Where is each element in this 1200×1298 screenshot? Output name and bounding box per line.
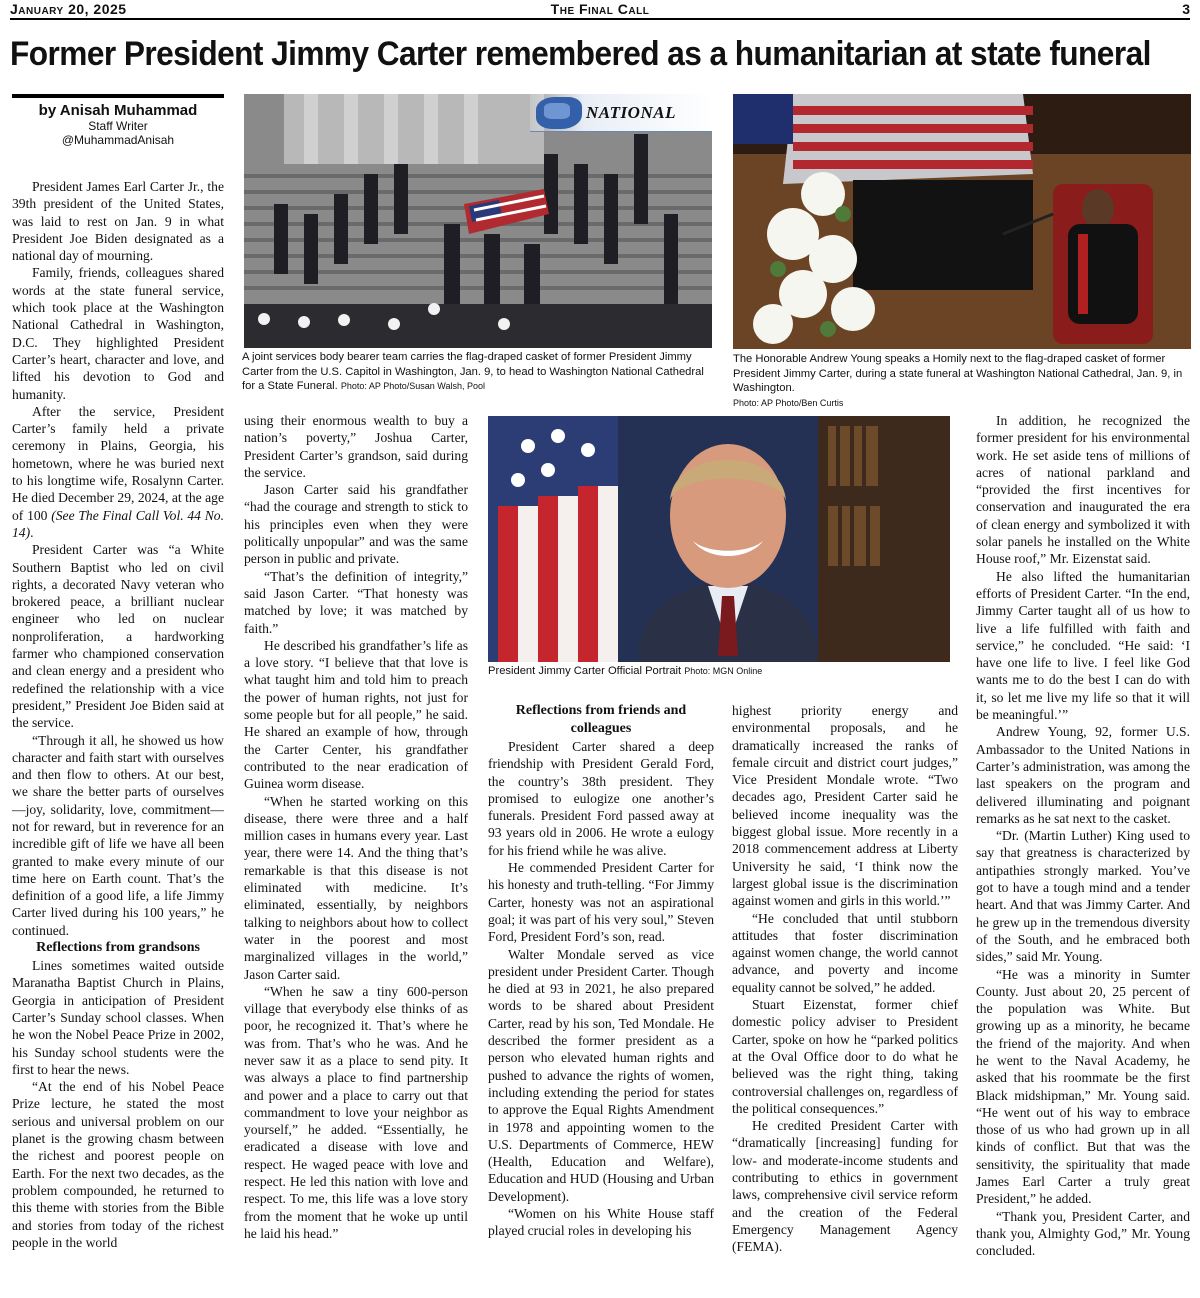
- paragraph: He also lifted the humanitarian efforts of President Carter. “In the end, Jimmy Carter taught all of us how to live a life fulfilled with faith and service,” he concluded. “He said: ‘I have one life to live. I feel like God wants me to do the best I can do with it, so let me live my life so that it will be meaningful.’”: [976, 568, 1190, 723]
- byline-role: Staff Writer: [88, 119, 148, 133]
- photo-credit: Photo: AP Photo/Ben Curtis: [733, 397, 844, 408]
- byline: [12, 94, 224, 147]
- paragraph: “He concluded that until stubborn attitudes that foster discrimination against women change, the world cannot advance, and poverty and income equality cannot be solved,” he added.: [732, 910, 958, 995]
- article-column-5: [976, 412, 1190, 1296]
- photo-official-portrait: [488, 416, 950, 662]
- paragraph: In addition, he recognized the former president for his environmental work. He set aside tens of millions of acres of national parkland and “provided the first incentives for conservation and inaugurated the era of clean energy and symbolized it with solar panels he installed on the White House roof,” Mr. Eizenstat said.: [976, 413, 1190, 567]
- paragraph: “Through it all, he showed us how character and faith start with ourselves and then flow to others. At our best, we share the better parts of ourselves—joy, solidarity, love, commitment—not for reward, but in reverence for an incredible gift of life we have all been granted to make every minute of our time here on Earth count. That’s the definition of a good life, a life Jimmy Carter lived during his 100 years,” he continued.: [12, 732, 224, 938]
- paragraph: highest priority energy and environmental proposals, and he dramatically increased the ranks of female circuit and district court judges,” Vice President Mondale wrote. “Two decades ago, President Carter said he believed income inequality was the biggest global issue. More recently in a 2018 commencement address at Liberty University he said, ‘I think now the largest global issue is the discrimination against women and girls in this world.’”: [732, 703, 958, 909]
- andrew-young-image: [733, 94, 1191, 349]
- subhead: Reflections from friends and colleagues: [515, 703, 687, 736]
- paragraph: “Thank you, President Carter, and thank you, Almighty God,” Mr. Young concluded.: [976, 1208, 1190, 1259]
- paragraph-text: After the service, President Carter’s family held a private ceremony in Plains, Georgia, his hometown, where he was buried next to his longtime wife, Rosalynn Carter. He died December 29, 2024, at the age of 100: [12, 403, 224, 523]
- subhead: Reflections from grandsons: [36, 940, 200, 956]
- caption-andrew-young: [733, 352, 1193, 408]
- article-column-2: [244, 412, 468, 1296]
- photo-andrew-young: [733, 94, 1191, 349]
- article-column-1: [12, 178, 224, 1296]
- byline-handle: @MuhammadAnisah: [61, 133, 175, 147]
- issue-date: January 20, 2025: [10, 1, 127, 17]
- page-number: 3: [1182, 1, 1190, 17]
- article-column-3: [488, 702, 714, 1296]
- photo-credit: Photo: AP Photo/Susan Walsh, Pool: [340, 381, 485, 391]
- paragraph: “That’s the definition of integrity,” said Jason Carter. “That honesty was matched by love; it was matched by faith.”: [244, 568, 468, 636]
- photo-credit: Photo: MGN Online: [684, 666, 763, 676]
- paragraph: He credited President Carter with “dramatically [increasing] funding for low- and moderate-income students and contributing to ethics in government laws, comprehensive civil service reform and the creation of the Federal Emergency Management Agency (FEMA).: [732, 1118, 958, 1255]
- paragraph: “Dr. (Martin Luther) King used to say that greatness is characterized by antipathies strongly marked. You’ve got to have a tough mind and a tender heart. And that was Jimmy Carter. And he grew up in the tremendous diversity of the South, and he embraced both sides,” said Mr. Young.: [976, 828, 1190, 965]
- caption-text: The Honorable Andrew Young speaks a Homily next to the flag-draped casket of former President Jimmy Carter, during a state funeral at Washington National Cathedral, Jan. 9, in Washington.: [733, 353, 1183, 394]
- paragraph: Walter Mondale served as vice president under President Carter. Though he died at 93 in 2021, he also prepared words to be shared about President Carter, read by his son, Ted Mondale. He described the former president as a person who elevated human rights and pushed to advance the rights of women, including extending the period for states to approve the Equal Rights Amendment in 1978 and appointing women to the U.S. Departments of Commerce, HEW (Health, Education and Welfare), Education and HUD (Housing and Urban Development).: [488, 946, 714, 1204]
- paragraph: “At the end of his Nobel Peace Prize lecture, he stated the most serious and universal problem on our planet is the growing chasm between the richest and poorest people on Earth. For the next two decades, as the problem compounded, he returned to this theme with stories from the Bible and stories from today of the richest people in the world: [12, 1079, 224, 1250]
- caption-portrait: [488, 664, 950, 680]
- byline-name: by Anisah Muhammad: [38, 102, 198, 119]
- section-tag: [530, 94, 712, 132]
- paragraph: President James Earl Carter Jr., the 39th president of the United States, was laid to rest on Jan. 9 in what President Joe Biden designated as a national day of mourning.: [12, 179, 224, 264]
- caption-text: President Jimmy Carter Official Portrait: [488, 665, 682, 677]
- photo-casket-steps: [244, 94, 712, 348]
- paragraph: President Carter was “a White Southern Baptist who led on civil rights, a decorated Navy veteran who brokered peace, a brilliant nuclear engineer who led on nuclear nonproliferation, a hardworking farmer who championed conservation and clean energy and a president who redefined the relationship with a vice president,” President Joe Biden said at the service.: [12, 542, 224, 731]
- paragraph: Lines sometimes waited outside Maranatha Baptist Church in Plains, Georgia in anticipation of President Carter’s Sunday school classes. When he won the Nobel Peace Prize in 2002, his Sunday school students were the first to hear the news.: [12, 958, 224, 1077]
- paragraph: President Carter shared a deep friendship with President Gerald Ford, the country’s 38th president. They promised to eulogize one another’s funerals. President Ford passed away at 93 years old in 2006. He wrote a eulogy for his friend while he was alive.: [488, 739, 714, 858]
- paragraph: Jason Carter said his grandfather “had the courage and strength to stick to his principles even when they were politically unpopular” and was the same person in public and private.: [244, 482, 468, 567]
- casket-steps-image: [244, 94, 712, 348]
- paragraph: He commended President Carter for his honesty and truth-telling. “For Jimmy Carter, honesty was not an aspirational goal; it was part of his very soul,” Steven Ford, President Ford’s son, read.: [488, 860, 714, 945]
- article-column-4: [732, 702, 958, 1296]
- paragraph: “When he started working on this disease, there were three and a half million cases in humans every year. Last year, there were 14. And the thing that’s remarkable is that this disease is not eliminated with medicine. It’s eliminated, essentially, by neighbors talking to neighbors about how to collect water in the poorest and most marginalized villages in the world,” Jason Carter said.: [244, 793, 468, 982]
- issue-reference: (See The Final Call Vol. 44 No. 14): [12, 507, 224, 540]
- paragraph: “Women on his White House staff played crucial roles in developing his: [488, 1206, 714, 1239]
- portrait-image: [488, 416, 950, 662]
- caption-text: A joint services body bearer team carries the flag-draped casket of former President Jimmy Carter from the U.S. Capitol in Washington, Jan. 9, to head to Washington National Cathedral for a State Funeral.: [242, 351, 704, 392]
- paragraph: “When he saw a tiny 600-person village that everybody else thinks of as poor, he recognized it. That’s where he was from. That’s who he was. And he never saw it as a place to send pity. It was always a place to find partnership and power and a place to carry out that commandment to love your neighbor as yourself,” he added. “Essentially, he eradicated a disease with love and respect. He waged peace with love and respect. He led this nation with love and respect. To me, this life was a love story from the moment that he woke up until he laid his head.”: [244, 983, 468, 1241]
- us-map-icon: [536, 97, 582, 129]
- section-tag-label: NATIONAL: [586, 103, 676, 122]
- paragraph: Stuart Eizenstat, former chief domestic policy adviser to President Carter, spoke on how he “parked politics at the Oval Office door to do what he believed was the right thing, taking controversial challenges on, regardless of the political consequences.”: [732, 997, 958, 1116]
- paragraph: [12, 403, 224, 541]
- caption-casket-steps: [242, 350, 714, 400]
- paragraph: Family, friends, colleagues shared words at the state funeral service, which took place at the Washington National Cathedral in Washington, D.C. They highlighted President Carter’s heart, character and love, and lifted his devotion to God and humanity.: [12, 265, 224, 402]
- paper-name: The Final Call: [550, 1, 650, 17]
- paragraph: He described his grandfather’s life as a love story. “I believe that that love is what taught him and told him to preach the power of human rights, not just for some people but for all people,” he said. He shared an example of how, through the Carter Center, his grandfather contributed to the near eradication of Guinea worm disease.: [244, 637, 468, 792]
- paragraph: using their enormous wealth to buy a nation’s poverty,” Joshua Carter, President Carter’s grandson, said during the service.: [244, 413, 468, 480]
- paragraph-text: .: [30, 524, 34, 540]
- masthead: [10, 0, 1190, 20]
- paragraph: Andrew Young, 92, former U.S. Ambassador to the United Nations in Carter’s administration, was among the last speakers on the program and delivered illuminating and poignant remarks as he sat next to the casket.: [976, 724, 1190, 826]
- headline: Former President Jimmy Carter remembered as a humanitarian at state funeral: [10, 35, 1151, 73]
- paragraph: “He was a minority in Sumter County. Just about 20, 25 percent of the population was White. But growing up as a minority, he became the friend of the majority. And when he went to the Naval Academy, he asked that his roommate be the first Black midshipman,” Mr. Young said. “He went out of his way to embrace those of us who had grown up in all kinds of conflict. But that was the sensitivity, the spirituality that made James Earl Carter a truly great President,” he added.: [976, 966, 1190, 1207]
